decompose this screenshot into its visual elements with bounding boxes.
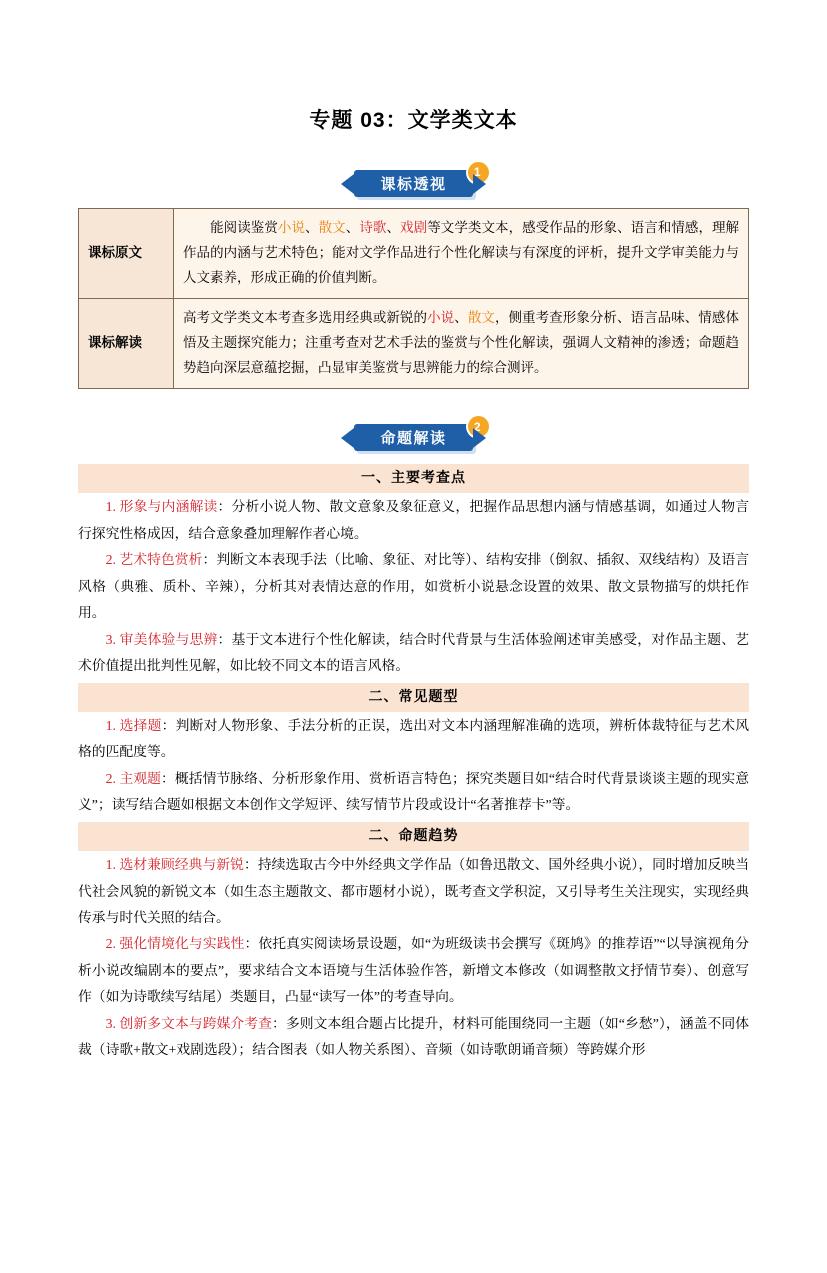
document-page: [0, 104, 827, 1273]
text-run: 散文: [467, 309, 495, 325]
item-keyword: 强化情境化与实践性: [119, 936, 245, 952]
section-banner-2: [354, 419, 483, 451]
item-keyword: 选材兼顾经典与新锐: [119, 857, 244, 873]
list-item: [78, 852, 749, 931]
text-run: 高考文学类文本考查多选用经典或新锐的: [183, 309, 428, 325]
item-keyword: 形象与内涵解读: [119, 499, 218, 515]
content-blocks: [78, 464, 749, 1064]
item-list-1: [78, 713, 749, 819]
text-run: 小说: [277, 220, 306, 235]
item-keyword: 艺术特色赏析: [119, 552, 203, 568]
section-badge-1: 1: [468, 162, 489, 183]
item-keyword: 主观题: [119, 770, 162, 786]
text-run: ，侧重考查形象分析、语言品味、情感体悟及主题探究能力；注重考查对艺术手法的鉴赏与个性化解读，强调人文精神的渗透；命题趋势趋向深层意蕴挖掘，凸显审美鉴赏与思辨能力的综合测评。: [183, 309, 739, 375]
sub-heading: 二、命题趋势: [78, 822, 749, 851]
item-text: ：多则文本组合题占比提升，材料可能围绕同一主题（如“乡愁”），涵盖不同体裁（诗歌+散文+戏剧选段）；结合图表（如人物关系图）、音频（如诗歌朗诵音频）等跨媒介形: [78, 1015, 749, 1058]
item-list-0: [78, 494, 749, 679]
table-row-label: 课标原文: [79, 209, 174, 299]
item-list-2: [78, 852, 749, 1064]
text-run: 诗歌: [359, 220, 387, 235]
text-run: 、: [386, 220, 401, 235]
list-item: [78, 713, 749, 766]
item-number: 1.: [105, 499, 116, 515]
item-number: 1.: [105, 717, 116, 733]
section-badge-2: 2: [468, 416, 489, 437]
section-banner-wrap-1: [78, 160, 749, 206]
section-banner-wrap-2: [78, 415, 749, 461]
text-run: 戏剧: [400, 220, 428, 235]
list-item: [78, 766, 749, 819]
text-run: 散文: [318, 220, 346, 235]
list-item: [78, 627, 749, 680]
list-item: [78, 494, 749, 547]
item-keyword: 创新多文本与跨媒介考查: [119, 1015, 273, 1031]
item-number: 3.: [105, 1015, 116, 1031]
page-title: 专题 03：文学类文本: [309, 109, 518, 132]
list-item: [78, 547, 749, 626]
text-run: 等文学类文本，感受作品的形象、语言和情感，理解作品的内涵与艺术特色；能对文学作品进行个性化解读与有深度的评析，提升文学审美能力与人文素养，形成正确的价值判断。: [183, 220, 740, 285]
rich-text-1: [183, 310, 739, 375]
item-keyword: 审美体验与思辨: [119, 631, 218, 647]
section-banner-1: [354, 165, 483, 197]
table-row: [79, 298, 749, 388]
item-text: ：分析小说人物、散文意象及象征意义，把握作品思想内涵与情感基调，如通过人物言行探究性格成因，结合意象叠加理解作者心境。: [78, 499, 750, 541]
rich-text-0: [183, 220, 739, 285]
list-item: [78, 1011, 749, 1064]
item-text: ：依托真实阅读场景设题，如“为班级读书会撰写《斑鸠》的推荐语”“以导演视角分析小说改编剧本的要点”，要求结合文本语境与生活体验作答，新增文本修改（如调整散文抒情节奏）、创意写作（如为诗歌续写结尾）类题目，凸显“读写一体”的考查导向。: [78, 936, 750, 1005]
section-banner-label-1: 课标透视: [380, 175, 447, 193]
text-run: 、: [454, 309, 468, 325]
table-row: [79, 209, 749, 299]
text-run: 、: [345, 220, 360, 235]
item-number: 2.: [105, 552, 116, 568]
table-row-body: [174, 298, 749, 388]
table-row-label: 课标解读: [79, 298, 174, 388]
list-item: [78, 931, 749, 1010]
text-run: 能阅读鉴赏: [210, 220, 278, 235]
text-run: 小说: [427, 309, 455, 325]
item-number: 3.: [105, 631, 116, 647]
item-number: 2.: [105, 770, 116, 786]
item-keyword: 选择题: [119, 717, 162, 733]
item-text: ：持续选取古今中外经典文学作品（如鲁迅散文、国外经典小说），同时增加反映当代社会风貌的新锐文本（如生态主题散文、都市题材小说），既考查文学积淀，又引导考生关注现实，实现经典传承与时代关照的结合。: [78, 857, 749, 925]
item-text: ：概括情节脉络、分析形象作用、赏析语言特色；探究类题目如“结合时代背景谈谈主题的现实意义”；读写结合题如根据文本创作文学短评、续写情节片段或设计“名著推荐卡”等。: [78, 770, 750, 813]
item-text: ：判断文本表现手法（比喻、象征、对比等）、结构安排（倒叙、插叙、双线结构）及语言风格（典雅、质朴、辛辣），分析其对表情达意的作用，如赏析小说悬念设置的效果、散文景物描写的烘托作用。: [78, 552, 750, 621]
text-run: 、: [305, 220, 319, 235]
item-text: ：判断对人物形象、手法分析的正误，选出对文本内涵理解准确的选项，辨析体裁特征与艺术风格的匹配度等。: [78, 717, 750, 760]
item-number: 1.: [105, 857, 116, 873]
table-row-body: [174, 209, 749, 299]
item-text: ：基于文本进行个性化解读，结合时代背景与生活体验阐述审美感受，对作品主题、艺术价值提出批判性见解，如比较不同文本的语言风格。: [78, 631, 750, 674]
section-banner-label-2: 命题解读: [380, 430, 447, 448]
standards-table: [78, 208, 749, 389]
sub-heading: 一、主要考查点: [78, 464, 749, 493]
sub-heading: 二、常见题型: [78, 683, 749, 712]
item-number: 2.: [105, 936, 116, 952]
